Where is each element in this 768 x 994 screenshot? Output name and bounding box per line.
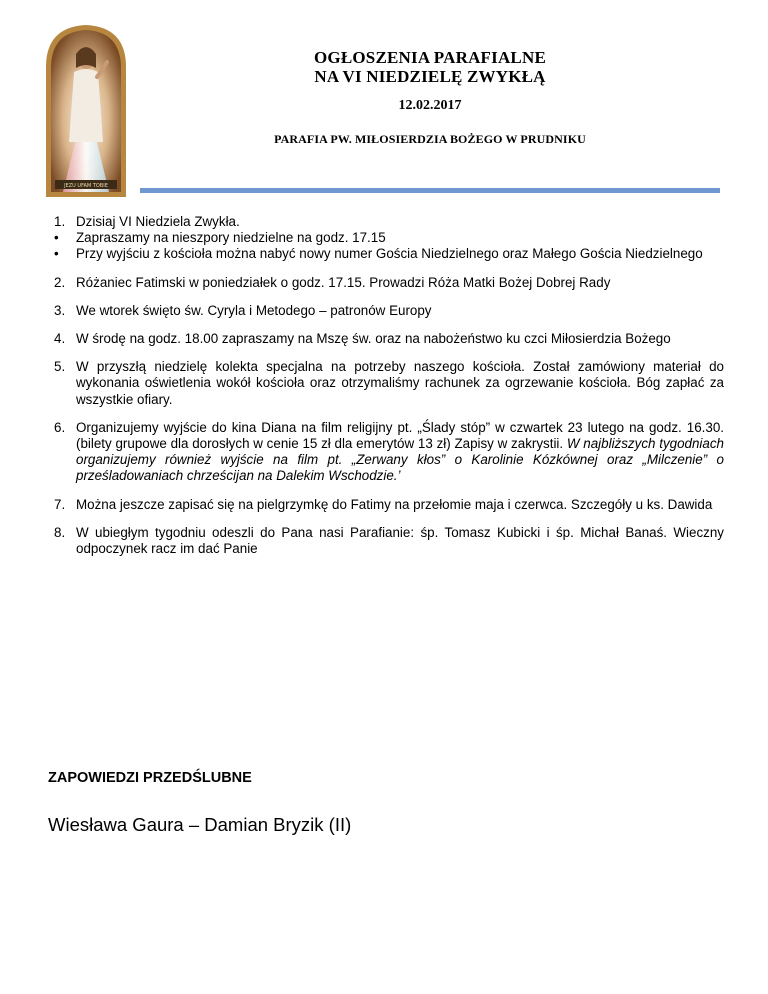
announcement-text <box>76 497 724 513</box>
text-span: Zapraszamy na nieszpory niedzielne na godz. 17.15 <box>76 230 386 246</box>
announcement-date: 12.02.2017 <box>398 98 462 113</box>
parish-name: PARAFIA PW. MIŁOSIERDZIA BOŻEGO W PRUDNIKU <box>274 132 586 146</box>
list-marker: 2. <box>54 274 66 290</box>
announcement-text <box>76 525 724 557</box>
banns-couple: Wiesława Gaura – Damian Bryzik (II) <box>48 814 352 835</box>
announcement-text <box>76 230 724 246</box>
announcement-text <box>76 214 724 230</box>
list-marker: • <box>54 230 59 246</box>
announcement-text <box>76 246 724 262</box>
banns-title: ZAPOWIEDZI PRZEDŚLUBNE <box>48 770 252 786</box>
text-span: Dzisiaj VI Niedziela Zwykła. <box>76 214 240 229</box>
text-span: Można jeszcze zapisać się na pielgrzymkę do Fatimy na przełomie maja i czerwca. Szczegóły u ks. Dawida <box>76 496 713 512</box>
header-divider <box>140 188 720 193</box>
icon-caption: JEZU UFAM TOBIE <box>64 183 108 189</box>
text-span: Przy wyjściu z kościoła można nabyć nowy numer Gościa Niedzielnego oraz Małego Gościa Niedzielnego <box>76 246 703 262</box>
announcement-item <box>48 214 724 230</box>
text-span: We wtorek święto św. Cyryla i Metodego – patronów Europy <box>76 302 432 318</box>
list-marker: 8. <box>54 524 66 540</box>
page-header <box>150 48 710 147</box>
list-marker: 5. <box>54 359 66 375</box>
announcement-text <box>76 420 724 485</box>
title-line-1: OGŁOSZENIA PARAFIALNE <box>313 48 546 67</box>
announcement-item <box>48 303 724 319</box>
announcement-text <box>76 331 724 347</box>
announcement-item <box>48 359 724 408</box>
announcement-item <box>48 525 724 557</box>
list-marker: • <box>54 246 59 262</box>
list-marker: 4. <box>54 331 66 347</box>
list-marker: 3. <box>54 302 66 318</box>
announcements-list <box>48 214 724 569</box>
announcement-item <box>48 275 724 291</box>
announcement-item <box>48 331 724 347</box>
list-marker: 1. <box>54 214 66 229</box>
text-span: Organizujemy wyjście do kina Diana na film religijny pt. „Ślady stóp” w czwartek 23 lutego na godz. 16.30. (bilety grupowe dla dorosłych w cenie 15 zł dla emerytów 13 zł) Zapisy w zakrystii. <box>76 419 724 452</box>
text-span: Różaniec Fatimski w poniedziałek o godz. 17.15. Prowadzi Róża Matki Bożej Dobrej Rady <box>76 274 611 290</box>
list-marker: 7. <box>54 496 66 512</box>
announcement-item <box>48 246 724 262</box>
announcement-text <box>76 359 724 408</box>
text-span: W przyszłą niedzielę kolekta specjalna na potrzeby naszego kościoła. Został zamówiony materiał do wykonania oświetlenia wokół kościoła oraz otrzymaliśmy rachunek za ogrzewanie kościoła. Bóg zapłać za wszystkie ofiary. <box>76 359 724 407</box>
italic-text: W najbliższych tygodniach organizujemy również wyjście na film pt. „Zerwany kłos” o Karolinie Kózkównej oraz „Milczenie” o prześladowaniach chrześcijan na Dalekim Wschodzie.’ <box>76 436 724 484</box>
divine-mercy-image <box>41 22 131 197</box>
announcement-item <box>48 230 724 246</box>
divine-mercy-icon <box>41 22 131 197</box>
title-line-2: NA VI NIEDZIELĘ ZWYKŁĄ <box>314 67 546 86</box>
text-span: W środę na godz. 18.00 zapraszamy na Mszę św. oraz na nabożeństwo ku czci Miłosierdzia Bożego <box>76 331 671 347</box>
list-marker: 6. <box>54 419 66 435</box>
text-span: W ubiegłym tygodniu odeszli do Pana nasi Parafianie: śp. Tomasz Kubicki i śp. Michał Banaś. Wieczny odpoczynek racz im dać Panie <box>76 524 724 557</box>
announcement-text <box>76 303 724 319</box>
announcement-item <box>48 497 724 513</box>
announcement-item <box>48 420 724 485</box>
announcement-text <box>76 275 724 291</box>
